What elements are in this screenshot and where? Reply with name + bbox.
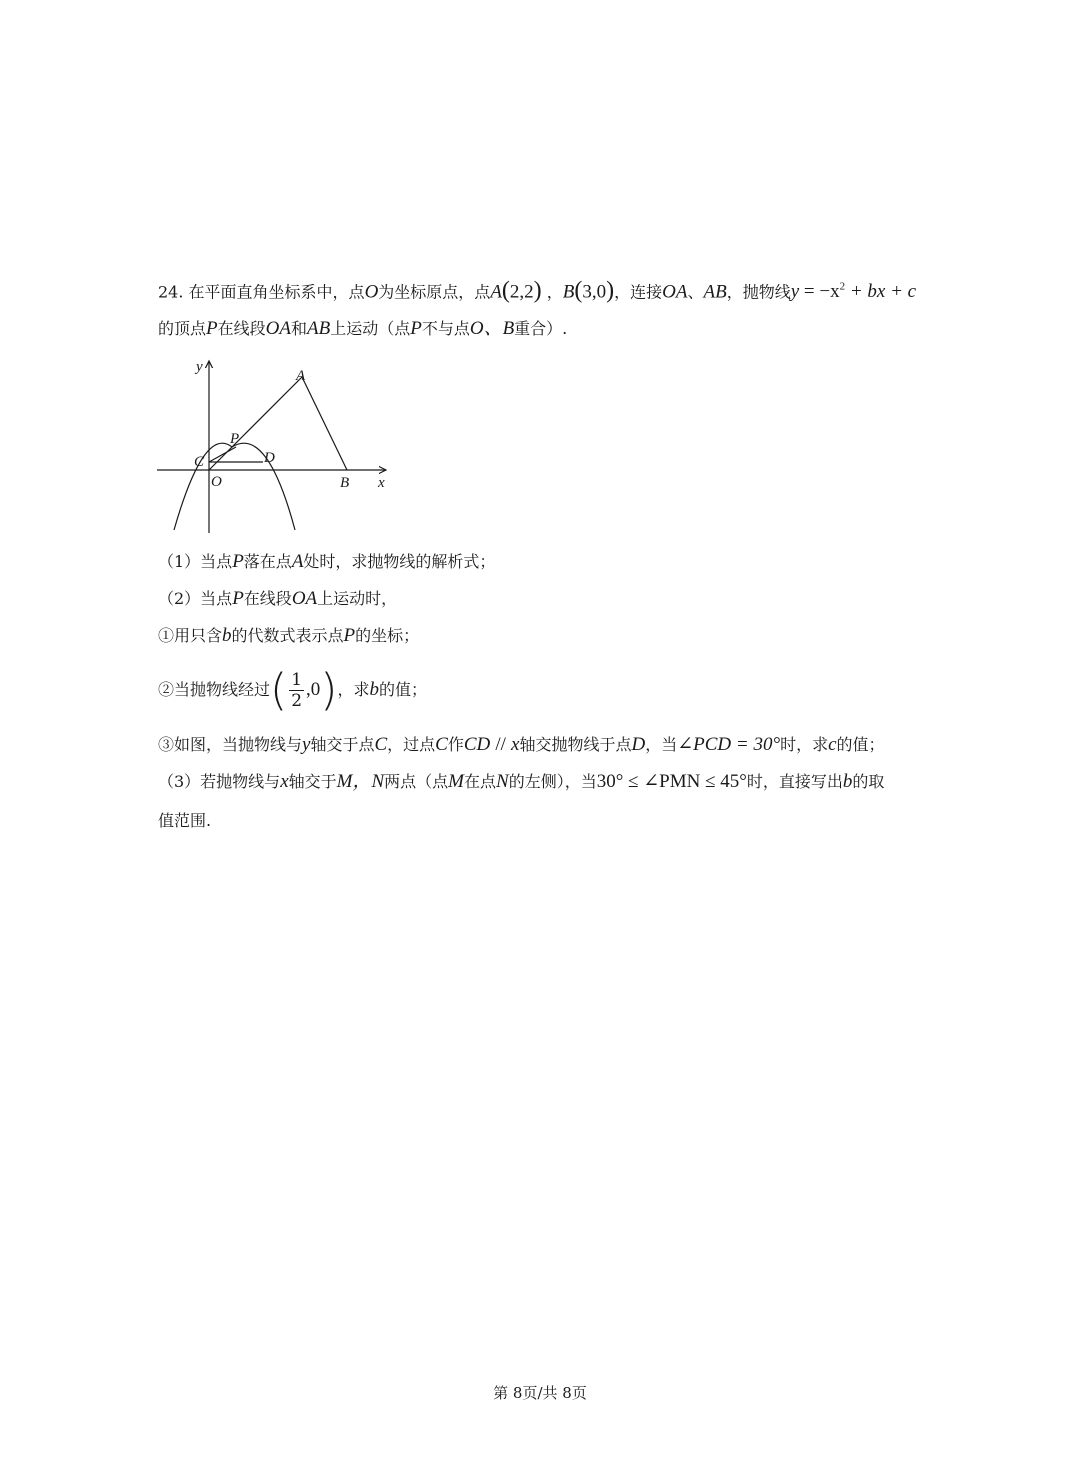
question-line-2: 的顶点P在线段OA和AB上运动（点P不与点O、B重合）.	[158, 318, 568, 339]
part-2-iii: ③如图，当抛物线与y轴交于点C，过点C作CD // x轴交抛物线于点D，当∠PCD = 30°时，求c的值；	[158, 734, 885, 755]
page-footer: 第 8页/共 8页	[493, 1384, 587, 1402]
part-2-i: ①用只含b的代数式表示点P的坐标；	[158, 625, 420, 646]
part-2: （2）当点P在线段OA上运动时，	[158, 588, 398, 609]
label-a: A	[296, 368, 306, 384]
part-3: （3）若抛物线与x轴交于M，N两点（点M在点N的左侧），当30° ≤ ∠PMN ≤ 45°时，直接写出b的取	[158, 771, 885, 792]
point-a: A	[490, 281, 502, 303]
point-b-coords: 3,0	[582, 281, 607, 303]
question-number: 24.	[158, 282, 184, 302]
label-d: D	[264, 450, 275, 466]
parabola-equation: $y = -x^2$ + bx + c	[790, 281, 917, 303]
label-b: B	[340, 475, 350, 491]
fraction-one-half: $\frac{1}{2}$	[291, 670, 303, 711]
point-b: B	[562, 281, 575, 303]
part-1: （1）当点P落在点A处时，求抛物线的解析式；	[158, 551, 496, 572]
segment-ab	[302, 377, 347, 470]
segment-oa	[209, 377, 302, 470]
label-o: O	[211, 474, 222, 490]
segment-cp	[209, 447, 236, 462]
label-p: P	[230, 431, 240, 447]
parabola-curve	[174, 443, 295, 530]
part-3-cont: 值范围.	[158, 811, 212, 830]
coordinate-figure	[152, 355, 392, 540]
label-x: x	[378, 475, 385, 491]
question-line-1: 24. 在平面直角坐标系中，点O为坐标原点，点A(2,2) ，B(3,0)，连接OA、AB，抛物线$y = -x^2$ + bx + c	[158, 277, 917, 304]
label-y: y	[196, 359, 203, 375]
part-2-ii: ②当抛物线经过( $\frac{1}{2}$ ,0)，求b的值；	[158, 664, 427, 716]
label-c: C	[194, 454, 205, 470]
point-a-coords: 2,2	[509, 281, 534, 303]
